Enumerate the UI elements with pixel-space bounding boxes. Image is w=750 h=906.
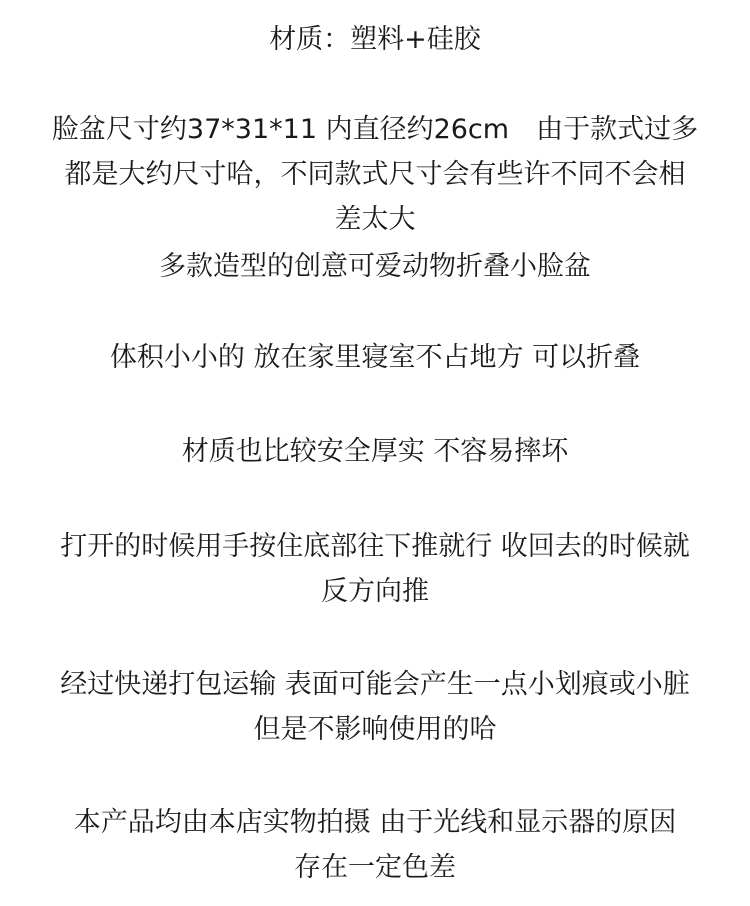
text-line-volume: 体积小小的 放在家里寝室不占地方 可以折叠: [109, 342, 641, 373]
text-line-shipping: 经过快递打包运输 表面可能会产生一点小划痕或小脏: [60, 669, 690, 700]
text-line-material: 材质：塑料+硅胶: [269, 24, 481, 55]
text-line-usage: 打开的时候用手按住底部往下推就行 收回去的时候就: [60, 531, 690, 562]
text-line-usage-end: 反方向推: [321, 576, 429, 607]
text-line-size-note: 都是大约尺寸哈，不同款式尺寸会有些许不同不会相: [64, 159, 686, 190]
text-line-photo: 本产品均由本店实物拍摄 由于光线和显示器的原因: [73, 807, 677, 838]
text-line-styles: 多款造型的创意可爱动物折叠小脸盆: [159, 251, 591, 282]
text-line-shipping-end: 但是不影响使用的哈: [253, 714, 497, 745]
text-line-color-difference: 存在一定色差: [294, 852, 456, 883]
text-line-safety: 材质也比较安全厚实 不容易摔坏: [181, 436, 569, 467]
text-line-size: 脸盆尺寸约37*31*11 内直径约26cm 由于款式过多: [51, 114, 699, 145]
text-line-size-note-end: 差太大: [334, 204, 416, 235]
